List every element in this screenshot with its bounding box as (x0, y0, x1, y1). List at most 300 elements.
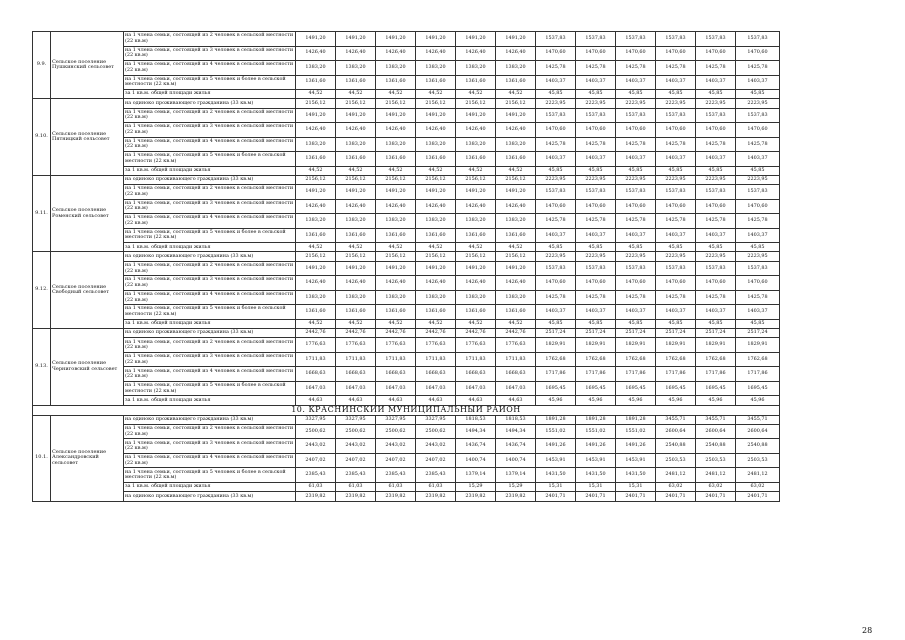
settlement-name: Сельское поселение Александровский сельсовет (51, 415, 124, 501)
value-cell: 45,96 (656, 396, 696, 405)
value-cell: 2319,82 (496, 492, 536, 501)
value-cell: 1537,83 (696, 108, 736, 123)
value-cell: 1537,83 (576, 32, 616, 47)
value-cell: 1470,60 (736, 46, 780, 61)
value-cell: 2401,71 (616, 492, 656, 501)
value-cell: 1361,60 (336, 75, 376, 90)
value-cell: 61,03 (336, 482, 376, 491)
value-cell: 44,52 (296, 243, 336, 252)
value-cell: 1491,20 (376, 108, 416, 123)
table-row (33, 228, 780, 243)
value-cell: 2481,12 (736, 468, 780, 483)
value-cell: 1400,74 (496, 453, 536, 468)
settlement-name: Сельское поселение Черниговский сельсовет (51, 329, 124, 406)
value-cell: 2600,64 (736, 424, 780, 439)
value-cell: 1647,03 (336, 381, 376, 396)
value-cell: 2156,12 (416, 252, 456, 261)
value-cell: 1818,53 (496, 415, 536, 424)
value-cell: 1491,20 (456, 32, 496, 47)
value-cell: 1891,28 (536, 415, 576, 424)
value-cell: 1537,83 (616, 108, 656, 123)
value-cell: 1426,40 (496, 123, 536, 138)
value-cell: 2223,95 (616, 175, 656, 184)
value-cell: 1537,83 (736, 32, 780, 47)
value-cell: 1383,20 (496, 290, 536, 305)
value-cell: 1537,83 (576, 185, 616, 200)
value-cell: 2223,95 (616, 252, 656, 261)
indicator-label: на 1 члена семьи, состоящей из 2 человек в сельской местности (22 кв.м) (124, 424, 296, 439)
value-cell: 1829,91 (696, 338, 736, 353)
value-cell: 1425,78 (616, 290, 656, 305)
value-cell: 1537,83 (656, 261, 696, 276)
table-row (33, 276, 780, 291)
value-cell: 1537,83 (696, 261, 736, 276)
value-cell: 1426,40 (296, 199, 336, 214)
value-cell: 2385,43 (376, 468, 416, 483)
table-row (33, 468, 780, 483)
table-row (33, 482, 780, 491)
indicator-label: на 1 члена семьи, состоящей из 3 человек в сельской местности (22 кв.м) (124, 46, 296, 61)
value-cell: 2156,12 (376, 252, 416, 261)
value-cell: 2540,88 (656, 439, 696, 454)
value-cell: 1426,40 (296, 123, 336, 138)
value-cell: 1695,45 (576, 381, 616, 396)
indicator-label: на одиноко проживающего гражданина (33 кв.м) (124, 99, 296, 108)
value-cell: 1383,20 (496, 214, 536, 229)
table-row (33, 329, 780, 338)
value-cell: 3327,95 (336, 415, 376, 424)
indicator-label: на 1 члена семьи, состоящей из 5 человек и более в сельской местности (22 кв.м) (124, 468, 296, 483)
value-cell: 45,85 (696, 319, 736, 328)
value-cell: 1425,78 (576, 290, 616, 305)
value-cell: 1361,60 (496, 305, 536, 320)
value-cell: 2223,95 (536, 252, 576, 261)
value-cell: 1426,40 (496, 276, 536, 291)
value-cell: 1891,28 (616, 415, 656, 424)
value-cell: 1383,20 (336, 290, 376, 305)
value-cell: 1383,20 (456, 137, 496, 152)
value-cell: 1717,86 (536, 367, 576, 382)
value-cell: 1470,60 (616, 199, 656, 214)
value-cell: 1668,63 (416, 367, 456, 382)
value-cell: 3327,95 (416, 415, 456, 424)
table-row (33, 381, 780, 396)
value-cell: 1361,60 (376, 305, 416, 320)
value-cell: 1537,83 (616, 185, 656, 200)
value-cell: 1426,40 (336, 123, 376, 138)
value-cell: 1361,60 (336, 152, 376, 167)
value-cell: 2223,95 (736, 252, 780, 261)
value-cell: 2407,02 (296, 453, 336, 468)
value-cell: 2481,12 (656, 468, 696, 483)
value-cell: 2156,12 (416, 175, 456, 184)
value-cell: 1425,78 (696, 137, 736, 152)
indicator-label: на 1 члена семьи, состоящей из 5 человек и более в сельской местности (22 кв.м) (124, 228, 296, 243)
value-cell: 1491,20 (496, 108, 536, 123)
value-cell: 1647,03 (296, 381, 336, 396)
value-cell: 1470,60 (696, 46, 736, 61)
value-cell: 1829,91 (656, 338, 696, 353)
value-cell: 1470,60 (616, 276, 656, 291)
value-cell: 44,63 (416, 396, 456, 405)
value-cell: 1403,37 (736, 75, 780, 90)
value-cell: 1426,40 (496, 46, 536, 61)
value-cell: 2156,12 (336, 175, 376, 184)
value-cell: 2223,95 (576, 99, 616, 108)
value-cell: 44,52 (496, 166, 536, 175)
value-cell: 1537,83 (576, 108, 616, 123)
value-cell: 45,85 (696, 166, 736, 175)
value-cell: 1425,78 (696, 290, 736, 305)
value-cell: 1361,60 (416, 75, 456, 90)
value-cell: 1425,78 (576, 61, 616, 76)
value-cell: 1491,20 (456, 108, 496, 123)
indicator-label: на 1 члена семьи, состоящей из 4 человек в сельской местности (22 кв.м) (124, 137, 296, 152)
value-cell: 44,63 (336, 396, 376, 405)
value-cell: 1829,91 (536, 338, 576, 353)
value-cell: 1431,50 (616, 468, 656, 483)
value-cell: 1491,20 (456, 185, 496, 200)
value-cell: 44,52 (376, 166, 416, 175)
value-cell: 2223,95 (656, 252, 696, 261)
value-cell: 15,29 (496, 482, 536, 491)
value-cell: 2385,43 (416, 468, 456, 483)
value-cell: 2517,24 (616, 329, 656, 338)
value-cell: 3455,71 (696, 415, 736, 424)
value-cell: 1403,37 (616, 228, 656, 243)
value-cell: 1425,78 (736, 214, 780, 229)
value-cell: 2223,95 (696, 175, 736, 184)
value-cell: 44,52 (456, 90, 496, 99)
value-cell: 1379,14 (456, 468, 496, 483)
value-cell: 45,85 (656, 166, 696, 175)
value-cell: 45,85 (736, 90, 780, 99)
value-cell: 1379,14 (496, 468, 536, 483)
value-cell: 45,85 (536, 166, 576, 175)
table-row (33, 319, 780, 328)
value-cell: 1361,60 (496, 228, 536, 243)
value-cell: 1426,40 (376, 199, 416, 214)
value-cell: 2443,02 (416, 439, 456, 454)
value-cell: 1361,60 (376, 228, 416, 243)
value-cell: 1762,68 (576, 352, 616, 367)
indicator-label: на 1 члена семьи, состоящей из 5 человек и более в сельской местности (22 кв.м) (124, 305, 296, 320)
value-cell: 1491,20 (296, 32, 336, 47)
indicator-label: на 1 члена семьи, состоящей из 4 человек в сельской местности (22 кв.м) (124, 214, 296, 229)
value-cell: 1383,20 (416, 137, 456, 152)
value-cell: 45,96 (696, 396, 736, 405)
value-cell: 1711,83 (496, 352, 536, 367)
value-cell: 1537,83 (576, 261, 616, 276)
value-cell: 1425,78 (736, 61, 780, 76)
value-cell: 45,85 (536, 90, 576, 99)
value-cell: 1403,37 (536, 228, 576, 243)
value-cell: 2319,82 (416, 492, 456, 501)
table-row (33, 123, 780, 138)
value-cell: 1426,40 (376, 123, 416, 138)
indicator-label: на 1 члена семьи, состоящей из 3 человек в сельской местности (22 кв.м) (124, 439, 296, 454)
value-cell: 2517,24 (576, 329, 616, 338)
table-row (33, 492, 780, 501)
value-cell: 1403,37 (696, 152, 736, 167)
value-cell: 1453,91 (536, 453, 576, 468)
value-cell: 1491,26 (536, 439, 576, 454)
value-cell: 1491,20 (376, 32, 416, 47)
value-cell: 1668,63 (456, 367, 496, 382)
value-cell: 2156,12 (376, 175, 416, 184)
value-cell: 2156,12 (376, 99, 416, 108)
value-cell: 1695,45 (616, 381, 656, 396)
value-cell: 1491,20 (336, 108, 376, 123)
value-cell: 1537,83 (656, 32, 696, 47)
indicator-label: за 1 кв.м. общей площади жилья (124, 482, 296, 491)
value-cell: 44,52 (456, 166, 496, 175)
value-cell: 1776,63 (376, 338, 416, 353)
value-cell: 1361,60 (296, 305, 336, 320)
value-cell: 2156,12 (496, 175, 536, 184)
value-cell: 44,63 (496, 396, 536, 405)
value-cell: 1647,03 (456, 381, 496, 396)
value-cell: 63,02 (656, 482, 696, 491)
value-cell: 2503,53 (696, 453, 736, 468)
value-cell: 1491,20 (416, 185, 456, 200)
value-cell: 1383,20 (296, 61, 336, 76)
value-cell: 1494,34 (456, 424, 496, 439)
value-cell: 3455,71 (656, 415, 696, 424)
indicator-label: на 1 члена семьи, состоящей из 3 человек в сельской местности (22 кв.м) (124, 199, 296, 214)
indicator-label: на 1 члена семьи, состоящей из 2 человек в сельской местности (22 кв.м) (124, 185, 296, 200)
value-cell: 1551,02 (536, 424, 576, 439)
value-cell: 1491,20 (376, 185, 416, 200)
value-cell: 1695,45 (696, 381, 736, 396)
value-cell: 1695,45 (736, 381, 780, 396)
value-cell: 1711,83 (376, 352, 416, 367)
value-cell: 44,52 (296, 166, 336, 175)
value-cell: 1470,60 (736, 276, 780, 291)
value-cell: 1425,78 (616, 214, 656, 229)
value-cell: 1491,20 (496, 32, 536, 47)
value-cell: 1425,78 (576, 214, 616, 229)
value-cell: 2540,88 (736, 439, 780, 454)
value-cell: 1425,78 (616, 137, 656, 152)
value-cell: 44,52 (456, 243, 496, 252)
indicator-label: на 1 члена семьи, состоящей из 4 человек в сельской местности (22 кв.м) (124, 453, 296, 468)
value-cell: 1776,63 (336, 338, 376, 353)
value-cell: 1383,20 (456, 290, 496, 305)
value-cell: 1647,03 (376, 381, 416, 396)
value-cell: 1470,60 (536, 276, 576, 291)
value-cell: 61,03 (416, 482, 456, 491)
value-cell: 2517,24 (656, 329, 696, 338)
value-cell: 1491,20 (296, 185, 336, 200)
value-cell: 1470,60 (576, 199, 616, 214)
value-cell: 1383,20 (376, 137, 416, 152)
value-cell: 1383,20 (376, 290, 416, 305)
value-cell: 1537,83 (696, 185, 736, 200)
table-row (33, 252, 780, 261)
value-cell: 1431,50 (536, 468, 576, 483)
value-cell: 2401,71 (696, 492, 736, 501)
table-row (33, 290, 780, 305)
value-cell: 1426,40 (456, 123, 496, 138)
value-cell: 1470,60 (736, 123, 780, 138)
value-cell: 2540,88 (696, 439, 736, 454)
value-cell: 1717,86 (616, 367, 656, 382)
value-cell: 1426,40 (456, 199, 496, 214)
value-cell: 2223,95 (736, 99, 780, 108)
value-cell: 1361,60 (456, 305, 496, 320)
value-cell: 1383,20 (456, 61, 496, 76)
value-cell: 2517,24 (536, 329, 576, 338)
value-cell: 1695,45 (536, 381, 576, 396)
value-cell: 1537,83 (616, 32, 656, 47)
value-cell: 1537,83 (656, 108, 696, 123)
value-cell: 1361,60 (296, 75, 336, 90)
value-cell: 2156,12 (336, 252, 376, 261)
value-cell: 1551,02 (616, 424, 656, 439)
value-cell: 1537,83 (656, 185, 696, 200)
table-row (33, 108, 780, 123)
value-cell: 1668,63 (496, 367, 536, 382)
table-row (33, 305, 780, 320)
value-cell: 1470,60 (616, 123, 656, 138)
indicator-label: на 1 члена семьи, состоящей из 4 человек в сельской местности (22 кв.м) (124, 61, 296, 76)
table-row (33, 243, 780, 252)
value-cell: 1491,20 (336, 32, 376, 47)
value-cell: 44,52 (336, 243, 376, 252)
value-cell: 1494,34 (496, 424, 536, 439)
table-row (33, 199, 780, 214)
table-row (33, 32, 780, 47)
value-cell: 2156,12 (336, 99, 376, 108)
value-cell: 45,85 (576, 319, 616, 328)
table-row (33, 424, 780, 439)
value-cell: 2517,24 (696, 329, 736, 338)
value-cell: 2223,95 (736, 175, 780, 184)
value-cell: 44,52 (336, 166, 376, 175)
value-cell: 2401,71 (736, 492, 780, 501)
value-cell: 45,85 (616, 243, 656, 252)
value-cell: 1426,40 (376, 276, 416, 291)
value-cell: 1403,37 (616, 152, 656, 167)
value-cell: 2223,95 (576, 252, 616, 261)
value-cell: 2600,64 (656, 424, 696, 439)
value-cell: 1361,60 (336, 305, 376, 320)
value-cell: 44,52 (376, 319, 416, 328)
value-cell: 2443,02 (376, 439, 416, 454)
settlement-name: Сельское поселение Пятницкий сельсовет (51, 99, 124, 176)
value-cell: 1537,83 (536, 261, 576, 276)
value-cell: 1426,40 (336, 199, 376, 214)
value-cell: 2503,53 (736, 453, 780, 468)
value-cell: 44,52 (376, 243, 416, 252)
value-cell: 1403,37 (696, 228, 736, 243)
value-cell: 45,85 (616, 319, 656, 328)
value-cell: 2223,95 (616, 99, 656, 108)
value-cell: 1403,37 (656, 305, 696, 320)
value-cell: 1776,63 (416, 338, 456, 353)
value-cell: 1403,37 (656, 152, 696, 167)
value-cell: 1762,68 (656, 352, 696, 367)
value-cell: 1491,20 (416, 108, 456, 123)
value-cell: 44,52 (376, 90, 416, 99)
value-cell: 1425,78 (656, 61, 696, 76)
value-cell: 1403,37 (656, 75, 696, 90)
settlement-name: Сельское поселение Роменский сельсовет (51, 175, 124, 252)
value-cell: 1695,45 (656, 381, 696, 396)
table-row (33, 137, 780, 152)
value-cell: 1426,40 (416, 199, 456, 214)
indicator-label: на 1 члена семьи, состоящей из 4 человек в сельской местности (22 кв.м) (124, 290, 296, 305)
value-cell: 1403,37 (576, 152, 616, 167)
value-cell: 1711,83 (336, 352, 376, 367)
indicator-label: на одиноко проживающего гражданина (33 кв.м) (124, 329, 296, 338)
value-cell: 45,85 (736, 243, 780, 252)
value-cell: 2156,12 (456, 175, 496, 184)
value-cell: 44,52 (336, 90, 376, 99)
tariff-table-sheet (32, 31, 779, 502)
value-cell: 1829,91 (616, 338, 656, 353)
value-cell: 1470,60 (736, 199, 780, 214)
table-row (33, 415, 780, 424)
value-cell: 1361,60 (336, 228, 376, 243)
value-cell: 1403,37 (576, 228, 616, 243)
value-cell: 45,96 (616, 396, 656, 405)
table-row (33, 338, 780, 353)
value-cell: 1491,20 (456, 261, 496, 276)
value-cell: 1383,20 (336, 137, 376, 152)
value-cell: 1776,63 (456, 338, 496, 353)
value-cell: 44,52 (496, 90, 536, 99)
value-cell: 1361,60 (296, 228, 336, 243)
value-cell: 1711,83 (416, 352, 456, 367)
value-cell: 1425,78 (736, 290, 780, 305)
indicator-label: на 1 члена семьи, состоящей из 2 человек в сельской местности (22 кв.м) (124, 261, 296, 276)
value-cell: 45,85 (656, 319, 696, 328)
value-cell: 45,85 (656, 243, 696, 252)
value-cell: 2385,43 (336, 468, 376, 483)
indicator-label: на 1 члена семьи, состоящей из 3 человек в сельской местности (22 кв.м) (124, 123, 296, 138)
value-cell: 1425,78 (536, 61, 576, 76)
value-cell: 2156,12 (296, 252, 336, 261)
value-cell: 1470,60 (576, 46, 616, 61)
value-cell: 1403,37 (616, 75, 656, 90)
district-row (33, 405, 780, 415)
value-cell: 2319,82 (336, 492, 376, 501)
value-cell: 1491,20 (416, 32, 456, 47)
value-cell: 1403,37 (696, 75, 736, 90)
indicator-label: за 1 кв.м. общей площади жилья (124, 90, 296, 99)
value-cell: 2500,62 (376, 424, 416, 439)
value-cell: 1491,20 (416, 261, 456, 276)
table-row (33, 61, 780, 76)
value-cell: 1426,40 (456, 46, 496, 61)
value-cell: 1491,20 (336, 261, 376, 276)
value-cell: 1537,83 (736, 185, 780, 200)
value-cell: 1383,20 (496, 137, 536, 152)
value-cell: 44,63 (376, 396, 416, 405)
value-cell: 1776,63 (496, 338, 536, 353)
value-cell: 2517,24 (736, 329, 780, 338)
settlement-code: 10.1. (33, 415, 51, 501)
settlement-code: 9.9. (33, 32, 51, 99)
value-cell: 2442,76 (336, 329, 376, 338)
value-cell: 2407,02 (376, 453, 416, 468)
value-cell: 45,85 (576, 90, 616, 99)
indicator-label: на одиноко проживающего гражданина (33 кв.м) (124, 492, 296, 501)
value-cell: 1491,26 (576, 439, 616, 454)
value-cell: 2156,12 (416, 99, 456, 108)
